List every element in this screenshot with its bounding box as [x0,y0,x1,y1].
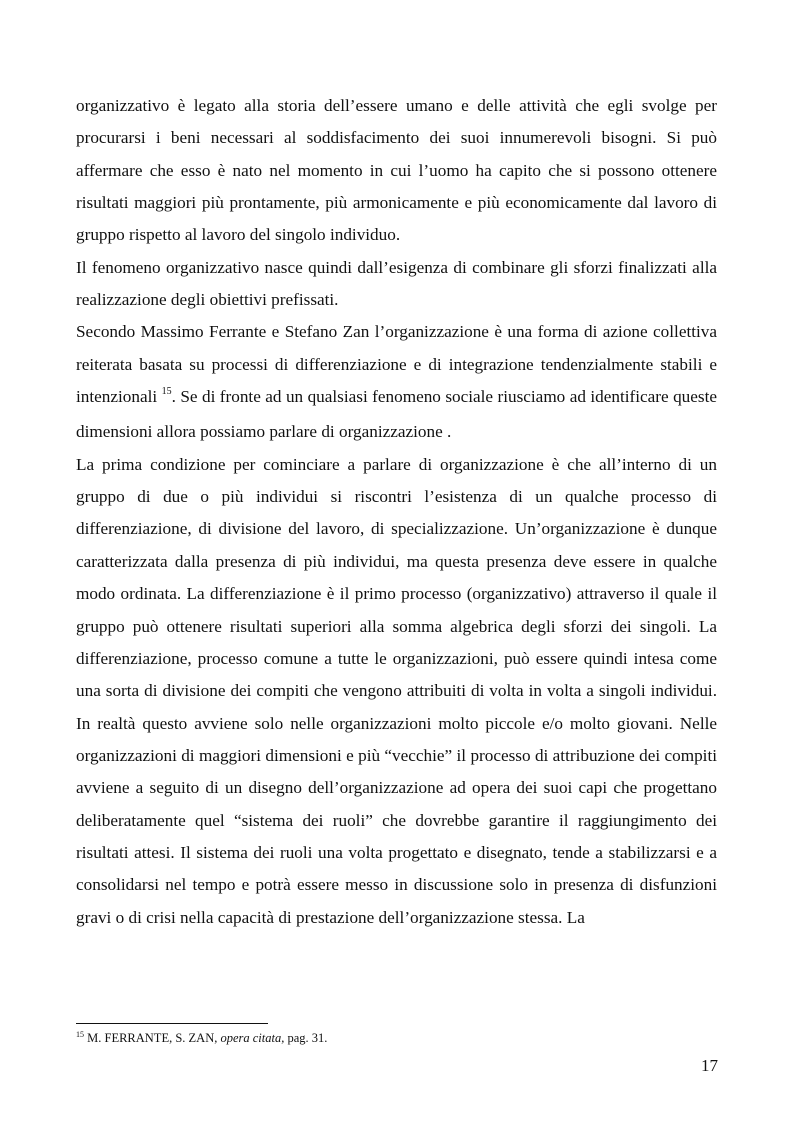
paragraph-1: organizzativo è legato alla storia dell’essere umano e delle attività che egli svolge per procurarsi i beni necessari al soddisfacimento dei suoi innumerevoli bisogni. Si può affermare che esso è nato nel momento in cui l’uomo ha capito che si possono ottenere risultati maggiori più prontamente, più armonicamente e più economicamente dal lavoro di gruppo rispetto al lavoro del singolo individuo. [76,96,717,245]
paragraph-4: La prima condizione per cominciare a parlare di organizzazione è che all’interno di un gruppo di due o più individui si riscontri l’esistenza di un qualche processo di differenziazione, di divisione del lavoro, di specializzazione. Un’organizzazione è dunque caratterizzata dalla presenza di più individui, ma questa presenza deve essere in qualche modo ordinata. La differenziazione è il primo processo (organizzativo) attraverso il quale il gruppo può ottenere risultati superiori alla somma algebrica degli sforzi dei singoli. La differenziazione, processo comune a tutte le organizzazioni, può essere quindi intesa come una sorta di divisione dei compiti che vengono attribuiti di volta in volta a singoli individui. In realtà questo avviene solo nelle organizzazioni molto piccole e/o molto giovani. Nelle organizzazioni di maggiori dimensioni e più “vecchie” il processo di attribuzione dei compiti avviene a seguito di un disegno dell’organizzazione ad opera dei suoi capi che progettano deliberatamente quel “sistema dei ruoli” che dovrebbe garantire il raggiungimento dei risultati attesi. Il sistema dei ruoli una volta progettato e disegnato, tende a stabilizzarsi e a consolidarsi nel tempo e potrà essere messo in discussione solo in presenza di disfunzioni gravi o di crisi nella capacità di prestazione dell’organizzazione stessa. La [76,454,717,927]
footnote-number: 15 [76,1030,84,1039]
footnote-separator [76,1023,268,1024]
footnote-page: pag. 31. [284,1031,328,1045]
footnote-reference: 15 [161,386,172,398]
footnote [76,1030,717,1048]
body-text [76,90,717,934]
paragraph-3 [76,316,717,448]
page-number: 17 [701,1056,718,1075]
paragraph-2: Il fenomeno organizzativo nasce quindi dall’esigenza di combinare gli sforzi finalizzati alla realizzazione degli obiettivi prefissati. [76,257,717,310]
paragraph-3-text-a: Secondo Massimo Ferrante e Stefano Zan l’organizzazione è una forma di azione collettiva reiterata basata su processi di differenziazione e di integrazione tendenzialmente stabili e intenzionali [76,322,717,407]
paragraph-3-text-b: . Se di fronte ad un qualsiasi fenomeno sociale riusciamo ad identificare queste dimensioni allora possiamo parlare di organizzazione . [76,387,717,442]
footnote-authors: M. FERRANTE, S. ZAN, [84,1031,221,1045]
footnote-work: opera citata, [220,1031,285,1045]
